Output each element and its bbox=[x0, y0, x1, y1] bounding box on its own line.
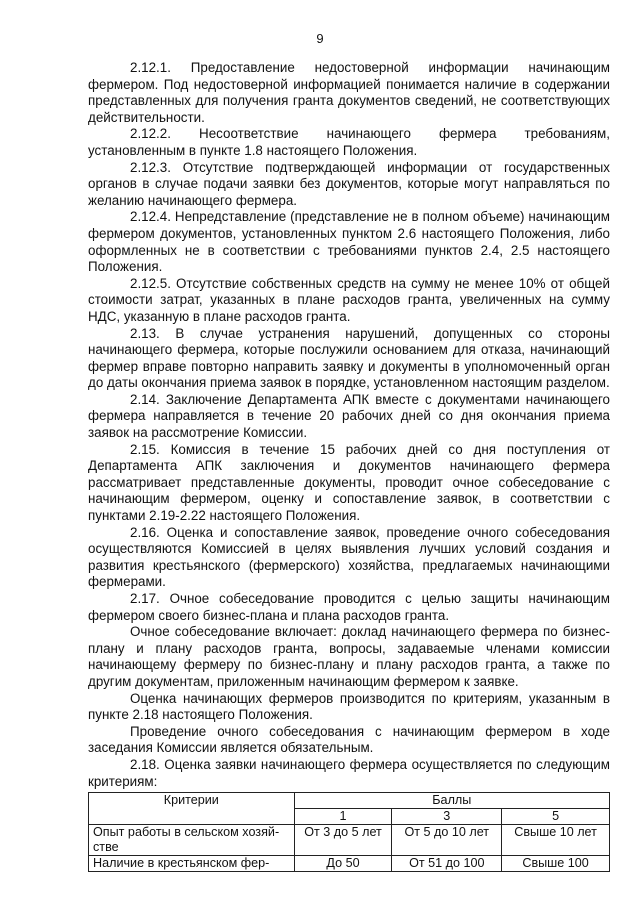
criteria-header: Критерии bbox=[89, 793, 295, 825]
paragraph: 2.12.4. Непредставление (представление не в полном объеме) начинающим фермером документов, установленных пунктом 2.6 настоящего Положения, либо оформленных не в соответствии с требованиями пунктов 2.4, 2.5 настоящего Положения. bbox=[88, 209, 610, 275]
paragraph: 2.17. Очное собеседование проводится с целью защиты начинающим фермером своего бизнес-плана и плана расходов гранта. bbox=[88, 591, 610, 623]
table-row bbox=[89, 825, 610, 856]
document-body bbox=[88, 60, 610, 790]
table-cell: До 50 bbox=[294, 856, 392, 872]
paragraph: 2.15. Комиссия в течение 15 рабочих дней со дня поступления от Департамента АПК заключения и документов начинающего фермера рассматривает представленные документы, проводит очное собеседование с начинающим фермером, оценку и сопоставление заявок, в соответствии с пунктами 2.19-2.22 настоящего Положения. bbox=[88, 441, 610, 524]
paragraph: Очное собеседование включает: доклад начинающего фермера по бизнес-плану и плану расходов гранта, вопросы, задаваемые членами комиссии начинающему фермеру по бизнес-плану и плану расходов гранта, а также по другим документам, приложенным начинающим фермером к заявке. bbox=[88, 624, 610, 689]
table-cell: От 3 до 5 лет bbox=[294, 825, 392, 856]
table-cell: Свыше 100 bbox=[502, 856, 610, 872]
paragraph: 2.13. В случае устранения нарушений, допущенных со стороны начинающего фермера, которые послужили основанием для отказа, начинающий фермер вправе повторно направить заявку и документы в уполномоченный орган до даты окончания приема заявок в порядке, установленном настоящим разделом. bbox=[88, 325, 610, 391]
table-cell: Опыт работы в сельском хозяй- стве bbox=[89, 825, 295, 856]
paragraph: 2.12.3. Отсутствие подтверждающей информации от государственных органов в случае подачи заявки без документов, которые могут направляться по желанию начинающего фермера. bbox=[88, 159, 610, 208]
table-header-row bbox=[89, 793, 610, 809]
paragraph: 2.12.5. Отсутствие собственных средств на сумму не менее 10% от общей стоимости затрат, указанных в плане расходов гранта, увеличенных на сумму НДС, указанную в плане расходов гранта. bbox=[88, 275, 610, 324]
paragraph: 2.12.2. Несоответствие начинающего фермера требованиям, установленным в пункте 1.8 настоящего Положения. bbox=[88, 126, 610, 158]
paragraph: 2.16. Оценка и сопоставление заявок, проведение очного собеседования осуществляются Комиссией в целях выявления лучших условий создания и развития крестьянского (фермерского) хозяйства, предлагаемых начинающими фермерами. bbox=[88, 524, 610, 590]
paragraph: Оценка начинающих фермеров производится по критериям, указанным в пункте 2.18 настоящего Положения. bbox=[88, 690, 610, 723]
table-cell: От 51 до 100 bbox=[392, 856, 502, 872]
table-row bbox=[89, 856, 610, 872]
paragraph: 2.12.1. Предоставление недостоверной информации начинающим фермером. Под недостоверной информацией понимается наличие в содержании представленных для получения гранта документов сведений, не соответствующих действительности. bbox=[88, 60, 610, 125]
score-col-header: 1 bbox=[294, 809, 392, 825]
points-header: Баллы bbox=[294, 793, 609, 809]
page-number: 9 bbox=[316, 31, 324, 46]
paragraph: Проведение очного собеседования с начинающим фермером в ходе заседания Комиссии является обязательным. bbox=[88, 723, 610, 756]
score-col-header: 5 bbox=[502, 809, 610, 825]
table-cell: Наличие в крестьянском фер- bbox=[89, 856, 295, 872]
table-cell: Свыше 10 лет bbox=[502, 825, 610, 856]
criteria-table bbox=[88, 792, 610, 872]
table-cell: От 5 до 10 лет bbox=[392, 825, 502, 856]
paragraph: 2.14. Заключение Департамента АПК вместе с документами начинающего фермера направляется в течение 20 рабочих дней со дня окончания приема заявок на рассмотрение Комиссии. bbox=[88, 391, 610, 441]
score-col-header: 3 bbox=[392, 809, 502, 825]
paragraph: 2.18. Оценка заявки начинающего фермера осуществляется по следующим критериям: bbox=[88, 756, 610, 789]
